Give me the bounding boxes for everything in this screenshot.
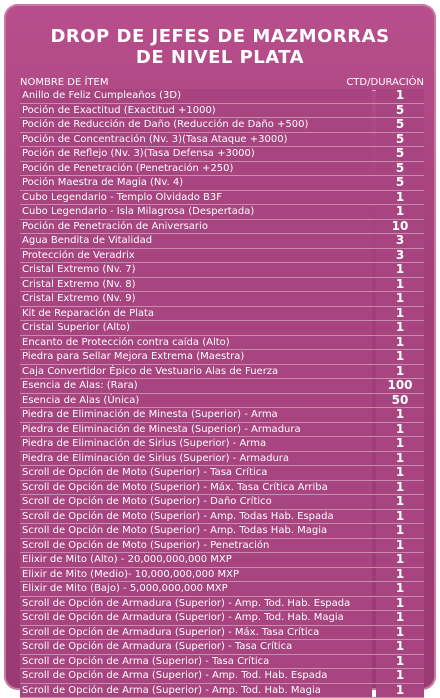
item-quantity: 3 [376, 249, 424, 263]
item-name: Scroll de Opción de Moto (Superior) - Máx. Tasa Crítica Arriba [20, 481, 372, 495]
item-quantity: 1 [376, 89, 424, 103]
item-quantity: 1 [376, 191, 424, 205]
item-name: Poción de Exactitud (Exactitud +1000) [20, 104, 372, 118]
table-row [20, 582, 424, 597]
item-quantity: 5 [376, 147, 424, 161]
item-quantity: 3 [376, 234, 424, 248]
item-quantity: 1 [376, 292, 424, 306]
item-quantity: 1 [376, 611, 424, 625]
item-name: Poción de Concentración (Nv. 3)(Tasa Ataque +3000) [20, 133, 372, 147]
item-quantity: 5 [376, 176, 424, 190]
table-row [20, 249, 424, 264]
item-quantity: 5 [376, 133, 424, 147]
table-row [20, 539, 424, 554]
item-name: Esencia de Alas: (Rara) [20, 379, 372, 393]
table-row [20, 292, 424, 307]
item-name: Agua Bendita de Vitalidad [20, 234, 372, 248]
table-row [20, 234, 424, 249]
item-quantity: 5 [376, 162, 424, 176]
item-name: Scroll de Opción de Armadura (Superior) - Tasa Crítica [20, 640, 372, 654]
table-row [20, 307, 424, 322]
table-row [20, 147, 424, 162]
table-row [20, 176, 424, 191]
table-row [20, 350, 424, 365]
item-quantity: 1 [376, 452, 424, 466]
table-row [20, 133, 424, 148]
table-row [20, 118, 424, 133]
item-quantity: 1 [376, 640, 424, 654]
item-name: Piedra de Eliminación de Minesta (Superior) - Arma [20, 408, 372, 422]
table-row [20, 597, 424, 612]
table-row [20, 278, 424, 293]
table-row [20, 104, 424, 119]
item-name: Esencia de Alas (Única) [20, 394, 372, 408]
table-row [20, 263, 424, 278]
item-name: Scroll de Opción de Moto (Superior) - Daño Crítico [20, 495, 372, 509]
table-row [20, 408, 424, 423]
item-quantity: 1 [376, 553, 424, 567]
item-name: Elixir de Mito (Alto) - 20,000,000,000 MXP [20, 553, 372, 567]
item-name: Scroll de Opción de Moto (Superior) - Tasa Crítica [20, 466, 372, 480]
item-quantity: 10 [376, 220, 424, 234]
table-row [20, 655, 424, 670]
item-name: Poción Maestra de Magia (Nv. 4) [20, 176, 372, 190]
item-name: Scroll de Opción de Moto (Superior) - Amp. Todas Hab. Magia [20, 524, 372, 538]
table-row [20, 220, 424, 235]
item-name: Kit de Reparación de Plata [20, 307, 372, 321]
table-row [20, 524, 424, 539]
item-quantity: 1 [376, 408, 424, 422]
item-quantity: 1 [376, 626, 424, 640]
item-name: Elixir de Mito (Medio)- 10,000,000,000 MXP [20, 568, 372, 582]
table-row [20, 437, 424, 452]
item-name: Poción de Reflejo (Nv. 3)(Tasa Defensa +3000) [20, 147, 372, 161]
item-name: Piedra para Sellar Mejora Extrema (Maestra) [20, 350, 372, 364]
table-row [20, 423, 424, 438]
table-row [20, 365, 424, 380]
item-quantity: 1 [376, 205, 424, 219]
item-name: Poción de Penetración (Penetración +250) [20, 162, 372, 176]
table-row [20, 611, 424, 626]
item-quantity: 1 [376, 568, 424, 582]
item-quantity: 1 [376, 655, 424, 669]
item-quantity: 1 [376, 466, 424, 480]
item-quantity: 1 [376, 582, 424, 596]
item-name: Scroll de Opción de Armadura (Superior) - Amp. Tod. Hab. Magia [20, 611, 372, 625]
table-row [20, 452, 424, 467]
item-name: Protección de Veradrix [20, 249, 372, 263]
item-name: Anillo de Feliz Cumpleaños (3D) [20, 89, 372, 103]
item-quantity: 1 [376, 437, 424, 451]
item-name: Piedra de Eliminación de Sirius (Superior) - Armadura [20, 452, 372, 466]
item-name: Piedra de Eliminación de Sirius (Superior) - Arma [20, 437, 372, 451]
table-row [20, 626, 424, 641]
item-quantity: 1 [376, 423, 424, 437]
item-quantity: 5 [376, 118, 424, 132]
table-row [20, 640, 424, 655]
item-quantity: 1 [376, 321, 424, 335]
item-quantity: 1 [376, 669, 424, 683]
table-row [20, 568, 424, 583]
column-header-item: NOMBRE DE ÍTEM [20, 76, 109, 90]
item-quantity: 50 [376, 394, 424, 408]
item-quantity: 1 [376, 524, 424, 538]
item-quantity: 1 [376, 263, 424, 277]
table-row [20, 162, 424, 177]
item-quantity: 1 [376, 278, 424, 292]
item-name: Elixir de Mito (Bajo) - 5,000,000,000 MXP [20, 582, 372, 596]
item-quantity: 1 [376, 510, 424, 524]
table-row [20, 684, 424, 698]
table-row [20, 466, 424, 481]
column-header-quantity: CTD/DURACIÓN [346, 76, 424, 90]
table-row [20, 394, 424, 409]
item-name: Cristal Extremo (Nv. 9) [20, 292, 372, 306]
item-quantity: 1 [376, 307, 424, 321]
item-name: Scroll de Opción de Arma (Superior) - Amp. Tod. Hab. Magia [20, 684, 372, 698]
item-quantity: 5 [376, 104, 424, 118]
item-quantity: 1 [376, 495, 424, 509]
item-name: Scroll de Opción de Moto (Superior) - Amp. Todas Hab. Espada [20, 510, 372, 524]
item-name: Cristal Superior (Alto) [20, 321, 372, 335]
item-name: Poción de Penetración de Aniversario [20, 220, 372, 234]
table-row [20, 336, 424, 351]
table-row [20, 510, 424, 525]
title-line-2: DE NIVEL PLATA [0, 47, 440, 68]
item-quantity: 1 [376, 365, 424, 379]
table-row [20, 481, 424, 496]
item-name: Poción de Reducción de Daño (Reducción de Daño +500) [20, 118, 372, 132]
item-quantity: 1 [376, 481, 424, 495]
item-name: Encanto de Protección contra caída (Alto) [20, 336, 372, 350]
table-row [20, 205, 424, 220]
item-name: Cristal Extremo (Nv. 7) [20, 263, 372, 277]
item-name: Scroll de Opción de Armadura (Superior) - Máx. Tasa Crítica [20, 626, 372, 640]
item-name: Cristal Extremo (Nv. 8) [20, 278, 372, 292]
item-quantity: 1 [376, 597, 424, 611]
item-name: Cubo Legendario - Templo Olvidado B3F [20, 191, 372, 205]
table-row [20, 89, 424, 104]
item-quantity: 1 [376, 336, 424, 350]
table-row [20, 669, 424, 684]
table-row [20, 379, 424, 394]
title-line-1: DROP DE JEFES DE MAZMORRAS [0, 26, 440, 47]
item-name: Scroll de Opción de Arma (Superior) - Tasa Crítica [20, 655, 372, 669]
page-title [0, 26, 440, 68]
item-name: Scroll de Opción de Moto (Superior) - Penetración [20, 539, 372, 553]
item-quantity: 100 [376, 379, 424, 393]
item-list [20, 89, 424, 698]
item-name: Piedra de Eliminación de Minesta (Superior) - Armadura [20, 423, 372, 437]
item-quantity: 1 [376, 684, 424, 698]
table-row [20, 495, 424, 510]
item-name: Scroll de Opción de Arma (Superior) - Amp. Tod. Hab. Espada [20, 669, 372, 683]
table-row [20, 553, 424, 568]
item-name: Caja Convertidor Épico de Vestuario Alas de Fuerza [20, 365, 372, 379]
item-quantity: 1 [376, 539, 424, 553]
item-name: Scroll de Opción de Armadura (Superior) - Amp. Tod. Hab. Espada [20, 597, 372, 611]
table-row [20, 191, 424, 206]
item-quantity: 1 [376, 350, 424, 364]
table-row [20, 321, 424, 336]
item-name: Cubo Legendario - Isla Milagrosa (Despertada) [20, 205, 372, 219]
